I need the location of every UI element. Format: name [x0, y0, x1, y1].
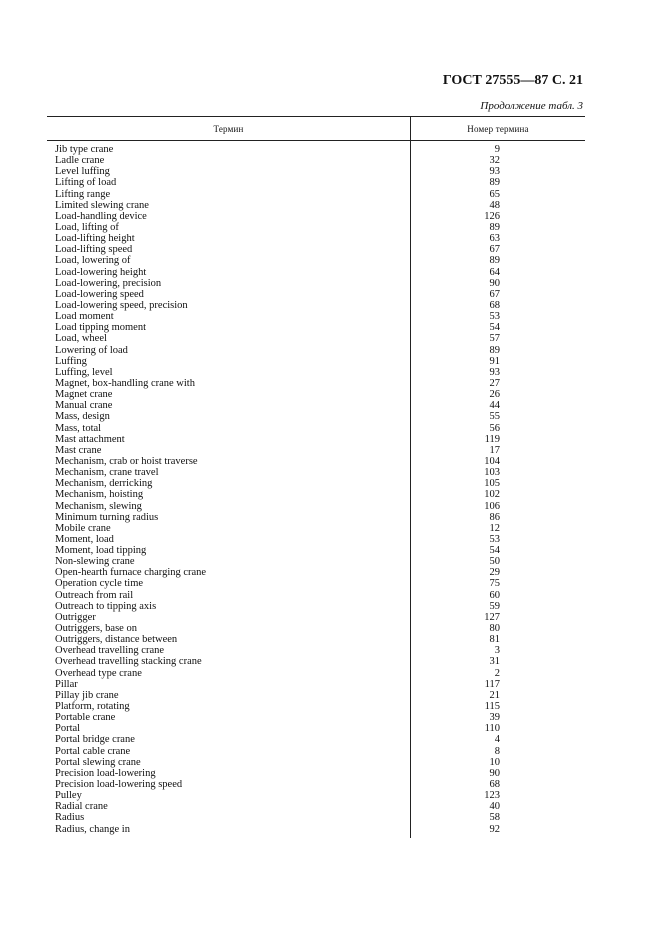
table-row	[47, 723, 585, 734]
table-row	[47, 812, 585, 823]
table-row	[47, 233, 585, 244]
table-header-rule	[47, 140, 585, 141]
term-number-cell: 55	[489, 411, 500, 423]
term-number-cell: 117	[484, 678, 500, 690]
term-number-cell: 106	[484, 500, 500, 512]
column-header-number: Номер термина	[467, 124, 529, 134]
term-number-cell: 89	[489, 177, 500, 189]
term-cell: Mass, total	[55, 422, 102, 434]
table-top-rule	[47, 116, 585, 117]
table-row	[47, 534, 585, 545]
term-number-cell: 57	[489, 333, 500, 345]
term-number-cell: 115	[484, 701, 500, 713]
table-row	[47, 200, 585, 211]
table-row	[47, 434, 585, 445]
term-number-cell: 17	[489, 444, 500, 456]
term-cell: Magnet, box-handling crane with	[55, 377, 195, 389]
term-cell: Load-lowering speed, precision	[55, 299, 188, 311]
term-number-cell: 50	[489, 556, 500, 568]
term-cell: Radial crane	[55, 801, 108, 813]
table-row	[47, 333, 585, 344]
term-number-cell: 27	[489, 377, 500, 389]
term-cell: Pillay jib crane	[55, 689, 119, 701]
term-cell: Portal	[55, 723, 81, 735]
term-cell: Mechanism, derricking	[55, 478, 153, 490]
table-row	[47, 222, 585, 233]
term-cell: Load, wheel	[55, 333, 107, 345]
term-cell: Pillar	[55, 678, 78, 690]
term-number-cell: 123	[484, 790, 500, 802]
term-number-cell: 102	[484, 489, 500, 501]
term-cell: Lifting of load	[55, 177, 117, 189]
term-cell: Mechanism, crane travel	[55, 467, 159, 479]
term-number-cell: 126	[484, 210, 500, 222]
term-cell: Ladle crane	[55, 155, 105, 167]
term-number-cell: 93	[489, 166, 500, 178]
table-row	[47, 144, 585, 155]
table-row	[47, 411, 585, 422]
table-row	[47, 790, 585, 801]
term-cell: Radius, change in	[55, 823, 130, 835]
table-row	[47, 634, 585, 645]
term-cell: Open-hearth furnace charging crane	[55, 567, 207, 579]
term-number-cell: 105	[484, 478, 500, 490]
term-cell: Manual crane	[55, 400, 113, 412]
term-number-cell: 90	[489, 277, 500, 289]
term-cell: Load-handling device	[55, 210, 147, 222]
term-cell: Platform, rotating	[55, 701, 130, 713]
table-row	[47, 278, 585, 289]
table-row	[47, 378, 585, 389]
term-cell: Overhead type crane	[55, 667, 142, 679]
table-row	[47, 746, 585, 757]
term-cell: Mobile crane	[55, 522, 111, 534]
table-row	[47, 512, 585, 523]
term-cell: Portable crane	[55, 712, 116, 724]
table-row	[47, 211, 585, 222]
term-cell: Load, lifting of	[55, 221, 119, 233]
term-number-cell: 48	[489, 199, 500, 211]
table-row	[47, 400, 585, 411]
table-row	[47, 467, 585, 478]
table-row	[47, 578, 585, 589]
table-row	[47, 255, 585, 266]
table-row	[47, 166, 585, 177]
term-cell: Mass, design	[55, 411, 110, 423]
term-cell: Precision load-lowering speed	[55, 779, 183, 791]
term-number-cell: 81	[489, 634, 500, 646]
term-cell: Load-lifting speed	[55, 244, 133, 256]
table-row	[47, 612, 585, 623]
table-row	[47, 456, 585, 467]
term-number-cell: 3	[494, 645, 500, 657]
table-row	[47, 556, 585, 567]
table-row	[47, 679, 585, 690]
term-cell: Outreach to tipping axis	[55, 600, 157, 612]
table-row	[47, 757, 585, 768]
table-row	[47, 478, 585, 489]
term-cell: Mast crane	[55, 444, 102, 456]
table-row	[47, 345, 585, 356]
table-row	[47, 289, 585, 300]
table-row	[47, 300, 585, 311]
term-cell: Outreach from rail	[55, 589, 134, 601]
table-row	[47, 489, 585, 500]
term-number-cell: 110	[484, 723, 500, 735]
term-number-cell: 54	[489, 545, 500, 557]
term-cell: Minimum turning radius	[55, 511, 159, 523]
term-cell: Load, lowering of	[55, 255, 131, 267]
table-row	[47, 501, 585, 512]
term-cell: Load-lowering, precision	[55, 277, 162, 289]
table-row	[47, 523, 585, 534]
term-cell: Load-lowering height	[55, 266, 147, 278]
table-row	[47, 267, 585, 278]
term-number-cell: 54	[489, 322, 500, 334]
table-row	[47, 389, 585, 400]
term-cell: Radius	[55, 812, 85, 824]
table-row	[47, 590, 585, 601]
term-cell: Jib type crane	[55, 144, 114, 155]
term-cell: Mechanism, slewing	[55, 500, 142, 512]
term-cell: Mast attachment	[55, 433, 125, 445]
term-cell: Mechanism, crab or hoist traverse	[55, 455, 198, 467]
term-number-cell: 4	[494, 734, 500, 746]
term-number-cell: 89	[489, 344, 500, 356]
term-number-cell: 26	[489, 389, 500, 401]
term-number-cell: 53	[489, 311, 500, 323]
term-cell: Load tipping moment	[55, 322, 146, 334]
term-number-cell: 63	[489, 233, 500, 245]
term-number-cell: 9	[494, 144, 500, 155]
term-number-cell: 68	[489, 299, 500, 311]
term-number-cell: 8	[494, 745, 500, 757]
term-cell: Precision load-lowering	[55, 767, 156, 779]
page-header: ГОСТ 27555—87 С. 21	[442, 73, 583, 88]
term-cell: Luffing	[55, 355, 87, 367]
term-number-cell: 39	[489, 712, 500, 724]
table-row	[47, 423, 585, 434]
term-number-cell: 59	[489, 600, 500, 612]
term-number-cell: 21	[489, 689, 500, 701]
table-row	[47, 623, 585, 634]
term-number-cell: 92	[489, 823, 500, 835]
term-cell: Overhead travelling stacking crane	[55, 656, 202, 668]
term-cell: Luffing, level	[55, 366, 113, 378]
terms-table	[47, 116, 585, 838]
term-cell: Outriggers, distance between	[55, 634, 178, 646]
table-row	[47, 779, 585, 790]
table-row	[47, 734, 585, 745]
term-cell: Outriggers, base on	[55, 623, 137, 635]
term-number-cell: 53	[489, 533, 500, 545]
term-number-cell: 40	[489, 801, 500, 813]
term-number-cell: 67	[489, 244, 500, 256]
table-row	[47, 690, 585, 701]
table-row	[47, 701, 585, 712]
term-number-cell: 80	[489, 623, 500, 635]
table-row	[47, 824, 585, 835]
table-body	[47, 144, 585, 835]
term-number-cell: 75	[489, 578, 500, 590]
table-row	[47, 668, 585, 679]
table-row	[47, 645, 585, 656]
term-cell: Portal cable crane	[55, 745, 131, 757]
table-row	[47, 768, 585, 779]
table-row	[47, 311, 585, 322]
term-cell: Load-lifting height	[55, 233, 135, 245]
term-cell: Lowering of load	[55, 344, 128, 356]
term-number-cell: 90	[489, 767, 500, 779]
term-number-cell: 60	[489, 589, 500, 601]
table-row	[47, 567, 585, 578]
term-number-cell: 103	[484, 467, 500, 479]
column-header-term: Термин	[213, 124, 244, 134]
term-cell: Level luffing	[55, 166, 110, 178]
term-number-cell: 119	[484, 433, 500, 445]
table-row	[47, 189, 585, 200]
term-number-cell: 91	[489, 355, 500, 367]
term-cell: Magnet crane	[55, 389, 113, 401]
term-number-cell: 89	[489, 221, 500, 233]
table-row	[47, 656, 585, 667]
term-number-cell: 65	[489, 188, 500, 200]
term-cell: Moment, load tipping	[55, 545, 147, 557]
term-number-cell: 64	[489, 266, 500, 278]
term-number-cell: 12	[489, 522, 500, 534]
term-cell: Limited slewing crane	[55, 199, 149, 211]
table-continuation-note: Продолжение табл. 3	[480, 100, 583, 112]
term-cell: Lifting range	[55, 188, 111, 200]
term-number-cell: 127	[484, 611, 500, 623]
term-cell: Operation cycle time	[55, 578, 144, 590]
table-row	[47, 155, 585, 166]
term-cell: Portal slewing crane	[55, 756, 141, 768]
term-cell: Load moment	[55, 311, 114, 323]
term-number-cell: 2	[494, 667, 500, 679]
term-number-cell: 93	[489, 366, 500, 378]
table-row	[47, 445, 585, 456]
table-row	[47, 712, 585, 723]
table-row	[47, 367, 585, 378]
term-cell: Portal bridge crane	[55, 734, 135, 746]
term-number-cell: 67	[489, 288, 500, 300]
term-cell: Pulley	[55, 790, 82, 802]
table-row	[47, 545, 585, 556]
term-number-cell: 32	[489, 155, 500, 167]
table-row	[47, 177, 585, 188]
term-number-cell: 58	[489, 812, 500, 824]
term-cell: Moment, load	[55, 533, 114, 545]
term-cell: Load-lowering speed	[55, 288, 144, 300]
term-number-cell: 29	[489, 567, 500, 579]
table-row	[47, 322, 585, 333]
term-cell: Mechanism, hoisting	[55, 489, 144, 501]
term-cell: Overhead travelling crane	[55, 645, 165, 657]
term-cell: Non-slewing crane	[55, 556, 135, 568]
term-cell: Outrigger	[55, 611, 96, 623]
term-number-cell: 89	[489, 255, 500, 267]
term-number-cell: 104	[484, 455, 500, 467]
term-number-cell: 56	[489, 422, 500, 434]
table-row	[47, 356, 585, 367]
term-number-cell: 10	[489, 756, 500, 768]
term-number-cell: 31	[489, 656, 500, 668]
term-number-cell: 68	[489, 779, 500, 791]
term-number-cell: 44	[489, 400, 500, 412]
table-row	[47, 244, 585, 255]
table-row	[47, 601, 585, 612]
table-row	[47, 801, 585, 812]
term-number-cell: 86	[489, 511, 500, 523]
